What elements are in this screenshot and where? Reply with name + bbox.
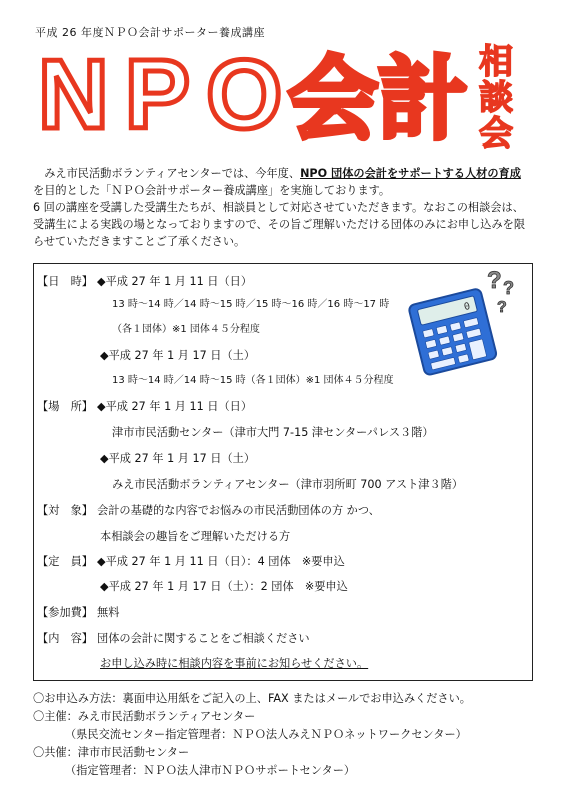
- place2-date: ◆平成 27 年 1 月 17 日（土）: [100, 452, 256, 465]
- place-row-1: [37, 400, 252, 414]
- title-vertical-char: 会: [479, 114, 513, 154]
- calculator-icon: [405, 266, 523, 376]
- date2: ◆平成 27 年 1 月 17 日（土）: [100, 349, 256, 362]
- content2: お申し込み時に相談内容を事前にお知らせください。: [100, 657, 369, 670]
- intro-text: [33, 165, 543, 250]
- apply-method: 〇お申込み方法：裏面申込用紙をご記入の上、FAX またはメールでお申込みください。: [33, 692, 471, 705]
- target-label: 【対 象】: [37, 504, 93, 517]
- question-mark-2: ?: [503, 278, 514, 298]
- place1-date: ◆平成 27 年 1 月 11 日（日）: [97, 400, 253, 413]
- date2-slots: 13 時～14 時／14 時～15 時（各１団体）※1 団体４５分程度: [112, 375, 394, 386]
- place2-venue: みえ市民活動ボランティアセンター（津市羽所町 700 アスト津３階）: [112, 478, 464, 491]
- host-sub: （県民交流センター指定管理者：ＮＰＯ法人みえＮＰＯネットワークセンター）: [65, 728, 467, 741]
- fee-row: [37, 606, 119, 620]
- capacity-label: 【定 員】: [37, 555, 93, 568]
- date-label: 【日 時】: [37, 275, 93, 288]
- capacity-row: [37, 555, 345, 569]
- capacity1: ◆平成 27 年 1 月 11 日（日）：4 団体 ※要申込: [97, 555, 345, 568]
- target1: 会計の基礎的な内容でお悩みの市民活動団体の方 かつ、: [97, 504, 380, 517]
- title-vertical-char: 相: [479, 42, 513, 82]
- place1-venue: 津市市民活動センター（津市大門 7-15 津センターパレス３階）: [112, 426, 434, 439]
- date-row-1: [37, 275, 252, 289]
- intro-line3: 6 回の講座を受講した受講生たちが、相談員として対応させていただきます。なおこの相談会は、: [33, 201, 524, 214]
- question-mark-3: ?: [497, 299, 507, 316]
- date1: ◆平成 27 年 1 月 11 日（日）: [97, 275, 253, 288]
- intro-highlight: NPO 団体の会計をサポートする人材の育成: [300, 167, 521, 180]
- footer-notes: [33, 690, 553, 780]
- cohost-sub: （指定管理者：ＮＰＯ法人津市ＮＰＯサポートセンター）: [65, 764, 356, 777]
- title-vertical-char: 談: [479, 78, 513, 118]
- intro-line4: 受講生による実践の場となっておりますので、その旨ご理解いただける団体のみにお申し込みを限: [33, 218, 526, 231]
- target2: 本相談会の趣旨をご理解いただける方: [100, 530, 291, 543]
- capacity2: ◆平成 27 年 1 月 17 日（土）：2 団体 ※要申込: [100, 580, 348, 593]
- place-label: 【場 所】: [37, 400, 93, 413]
- fee-value: 無料: [97, 606, 120, 619]
- question-mark-1: ?: [487, 267, 502, 294]
- header-subtitle: 平成 26 年度ＮＰＯ会計サポーター養成講座: [35, 26, 265, 39]
- host: 〇主催：みえ市民活動ボランティアセンター: [33, 710, 256, 723]
- intro-line2: を目的とした「ＮＰＯ会計サポーター養成講座」を実施しております。: [33, 184, 391, 197]
- cohost: 〇共催：津市市民活動センター: [33, 746, 190, 759]
- content-row: [37, 632, 310, 646]
- intro-line5: らせていただきますことご了承ください。: [33, 235, 246, 248]
- title-npo-kaikei: [38, 44, 468, 144]
- target-row: [37, 504, 380, 518]
- date1-slots: 13 時～14 時／14 時～15 時／15 時～16 時／16 時～17 時: [112, 299, 390, 310]
- title-kanji: 会計: [288, 47, 468, 144]
- title-latin: NPO: [38, 44, 299, 144]
- content-label: 【内 容】: [37, 632, 93, 645]
- date1-note: （各１団体）※1 団体４５分程度: [112, 324, 260, 335]
- fee-label: 【参加費】: [37, 606, 93, 619]
- content1: 団体の会計に関することをご相談ください: [97, 632, 310, 645]
- calculator-display: 0: [462, 301, 472, 314]
- intro-line1a: みえ市民活動ボランティアセンターでは、今年度、: [44, 167, 301, 180]
- title-soudankai-vertical: [470, 44, 522, 152]
